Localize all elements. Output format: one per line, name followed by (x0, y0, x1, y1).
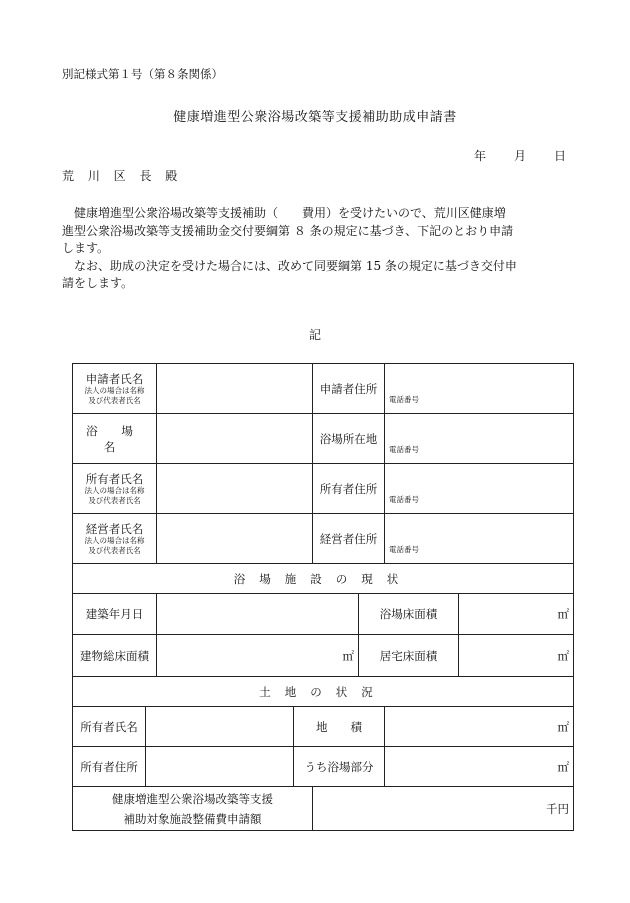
owner-address-label: 所有者住所 (313, 464, 385, 514)
land-area-label: 地 積 (294, 707, 385, 747)
manager-name-label: 経営者氏名 法人の場合は名称 及び代表者氏名 (73, 514, 157, 564)
total-floor-area-field[interactable] (157, 635, 359, 677)
addressee: 荒 川 区 長 殿 (62, 169, 183, 183)
application-paragraph (62, 205, 572, 293)
bath-portion-field[interactable] (385, 747, 574, 787)
unit-thousand-yen: 千円 (546, 801, 569, 816)
total-floor-area-label: 建物総床面積 (73, 635, 157, 677)
tel-label: 電話番号 (389, 395, 419, 404)
unit-m2: ㎡ (557, 719, 569, 734)
residence-floor-area-label: 居宅床面積 (359, 635, 459, 677)
unit-m2: ㎡ (557, 648, 569, 663)
table-row (73, 464, 574, 514)
table-row (73, 414, 574, 464)
bath-location-label: 浴場所在地 (313, 414, 385, 464)
form-number: 別記様式第１号（第８条関係） (62, 67, 223, 81)
paragraph-line: 健康増進型公衆浴場改築等支援補助（ 費用）を受けたいので、荒川区健康増 (74, 206, 506, 220)
tel-label: 電話番号 (389, 495, 419, 504)
document-title: 健康増進型公衆浴場改築等支援補助助成申請書 (173, 110, 457, 125)
applicant-address-label: 申請者住所 (313, 364, 385, 414)
table-row (73, 564, 574, 594)
table-row (73, 514, 574, 564)
applicant-address-field[interactable] (385, 364, 574, 414)
paragraph-line: なお、助成の決定を受けた場合には、改めて同要綱第 15 条の規定に基づき交付申 (74, 258, 517, 273)
land-section-heading: 土地の状況 (73, 677, 574, 707)
land-owner-name-field[interactable] (146, 707, 294, 747)
land-owner-address-label: 所有者住所 (73, 747, 146, 787)
unit-m2: ㎡ (557, 759, 569, 774)
residence-floor-area-field[interactable] (459, 635, 574, 677)
table-row (73, 677, 574, 707)
ki-heading: 記 (308, 328, 321, 342)
unit-m2: ㎡ (342, 648, 354, 663)
tel-label: 電話番号 (389, 545, 419, 554)
cost-field[interactable] (313, 787, 574, 831)
date-month-label: 月 (514, 149, 527, 163)
table-row (73, 364, 574, 414)
facility-section-heading: 浴場施設の現状 (73, 564, 574, 594)
table-row (73, 787, 574, 831)
paragraph-line: します。 (62, 241, 110, 255)
owner-name-field[interactable] (157, 464, 313, 514)
table-row (73, 707, 574, 747)
table-row (73, 747, 574, 787)
bath-floor-area-label: 浴場床面積 (359, 594, 459, 635)
manager-name-field[interactable] (157, 514, 313, 564)
application-form-table (72, 363, 574, 831)
date-year-label: 年 (474, 149, 487, 163)
bath-name-field[interactable] (157, 414, 313, 464)
built-date-label: 建築年月日 (73, 594, 157, 635)
bath-name-label: 浴 場 名 (73, 414, 157, 464)
applicant-name-label: 申請者氏名 法人の場合は名称 及び代表者氏名 (73, 364, 157, 414)
owner-address-field[interactable] (385, 464, 574, 514)
applicant-name-field[interactable] (157, 364, 313, 414)
paragraph-line: 進型公衆浴場改築等支援補助金交付要綱第 ８ 条の規定に基づき、下記のとおり申請 (62, 223, 514, 238)
land-owner-name-label: 所有者氏名 (73, 707, 146, 747)
table-row (73, 635, 574, 677)
table-row (73, 594, 574, 635)
manager-address-label: 経営者住所 (313, 514, 385, 564)
bath-floor-area-field[interactable] (459, 594, 574, 635)
bath-portion-label: うち浴場部分 (294, 747, 385, 787)
land-area-field[interactable] (385, 707, 574, 747)
date-day-label: 日 (554, 149, 567, 163)
paragraph-line: 請をします。 (62, 276, 134, 290)
land-owner-address-field[interactable] (146, 747, 294, 787)
built-date-field[interactable] (157, 594, 359, 635)
bath-location-field[interactable] (385, 414, 574, 464)
tel-label: 電話番号 (389, 445, 419, 454)
cost-label: 健康増進型公衆浴場改築等支援 補助対象施設整備費申請額 (73, 787, 313, 831)
owner-name-label: 所有者氏名 法人の場合は名称 及び代表者氏名 (73, 464, 157, 514)
manager-address-field[interactable] (385, 514, 574, 564)
unit-m2: ㎡ (557, 607, 569, 621)
